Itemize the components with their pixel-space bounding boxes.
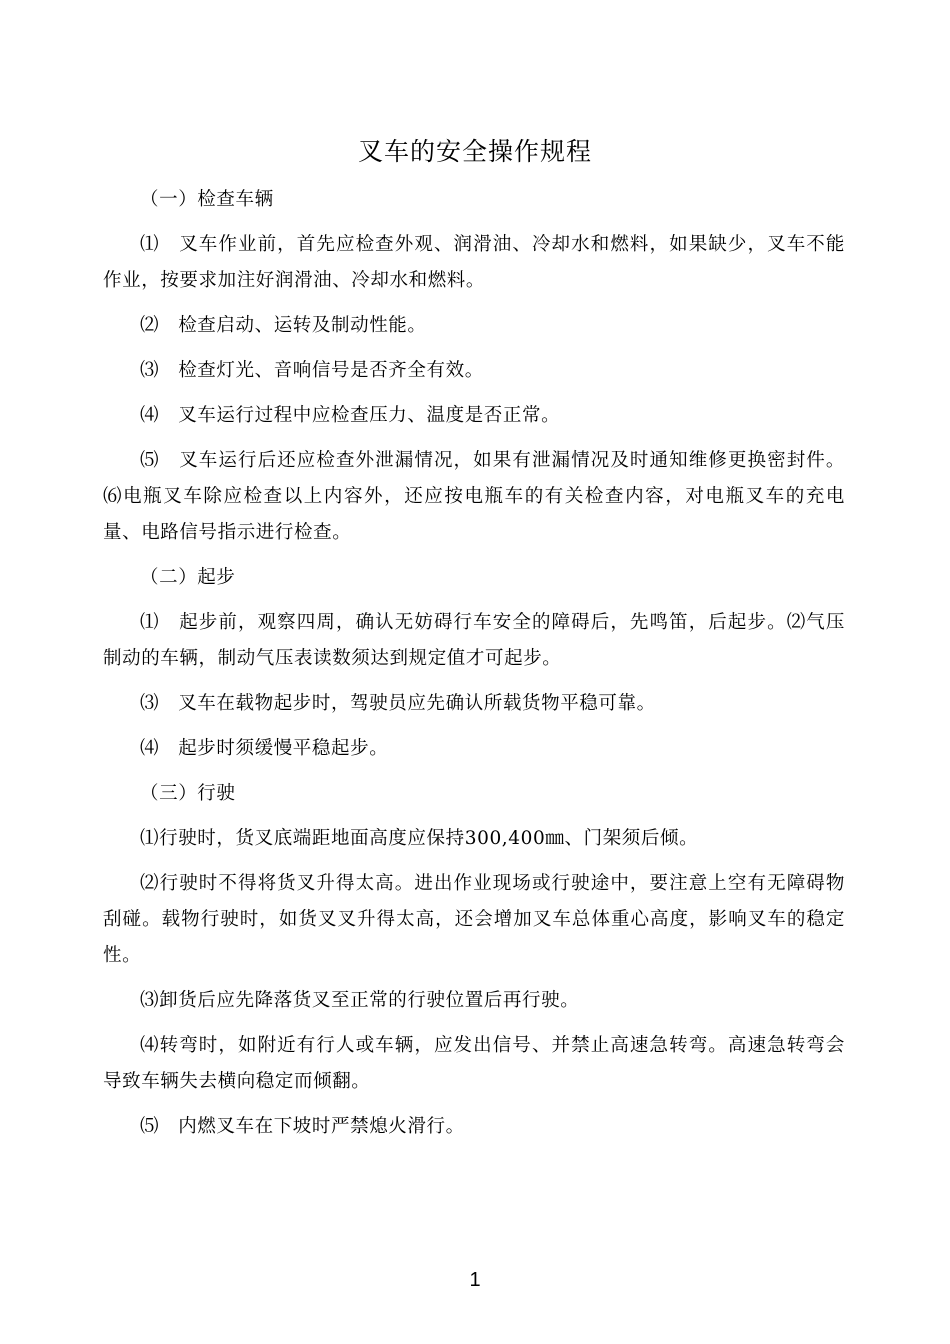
paragraph-driving-3: ⑶卸货后应先降落货叉至正常的行驶位置后再行驶。 bbox=[140, 990, 580, 1011]
page-number: 1 bbox=[469, 1269, 481, 1291]
paragraph-start-3: ⑶ 叉车在载物起步时，驾驶员应先确认所载货物平稳可靠。 bbox=[140, 693, 656, 714]
paragraph-driving-5: ⑸ 内燃叉车在下坡时严禁熄火滑行。 bbox=[140, 1116, 465, 1137]
paragraph-check-5-6: ⑸ 叉车运行后还应检查外泄漏情况，如果有泄漏情况及时通知维修更换密封件。⑹电瓶叉车除应检查以上内容外，还应按电瓶车的有关检查内容，对电瓶叉车的充电量、电路信号指示进行检查。 bbox=[103, 450, 845, 543]
section-heading-driving: （三）行驶 bbox=[140, 783, 236, 804]
paragraph-driving-2: ⑵行驶时不得将货叉升得太高。进出作业现场或行驶途中，要注意上空有无障碍物刮碰。载物行驶时，如货叉叉升得太高，还会增加叉车总体重心高度，影响叉车的稳定性。 bbox=[103, 873, 845, 966]
paragraph-check-2: ⑵ 检查启动、运转及制动性能。 bbox=[140, 315, 427, 336]
section-heading-check-vehicle: （一）检查车辆 bbox=[140, 189, 274, 210]
document-body bbox=[103, 182, 845, 1154]
paragraph-check-1: ⑴ 叉车作业前，首先应检查外观、润滑油、冷却水和燃料，如果缺少，叉车不能作业，按要求加注好润滑油、冷却水和燃料。 bbox=[103, 234, 845, 291]
paragraph-check-3: ⑶ 检查灯光、音响信号是否齐全有效。 bbox=[140, 360, 484, 381]
paragraph-check-4: ⑷ 叉车运行过程中应检查压力、温度是否正常。 bbox=[140, 405, 561, 426]
document-title: 叉车的安全操作规程 bbox=[357, 137, 592, 166]
paragraph-start-4: ⑷ 起步时须缓慢平稳起步。 bbox=[140, 738, 389, 759]
paragraph-start-1-2: ⑴ 起步前，观察四周，确认无妨碍行车安全的障碍后，先鸣笛，后起步。⑵气压制动的车辆，制动气压表读数须达到规定值才可起步。 bbox=[103, 612, 845, 669]
paragraph-driving-4: ⑷转弯时，如附近有行人或车辆，应发出信号、并禁止高速急转弯。高速急转弯会导致车辆失去横向稳定而倾翻。 bbox=[103, 1035, 845, 1092]
section-heading-start: （二）起步 bbox=[140, 567, 236, 588]
paragraph-driving-1: ⑴行驶时，货叉底端距地面高度应保持300,400㎜、门架须后倾。 bbox=[140, 828, 699, 849]
